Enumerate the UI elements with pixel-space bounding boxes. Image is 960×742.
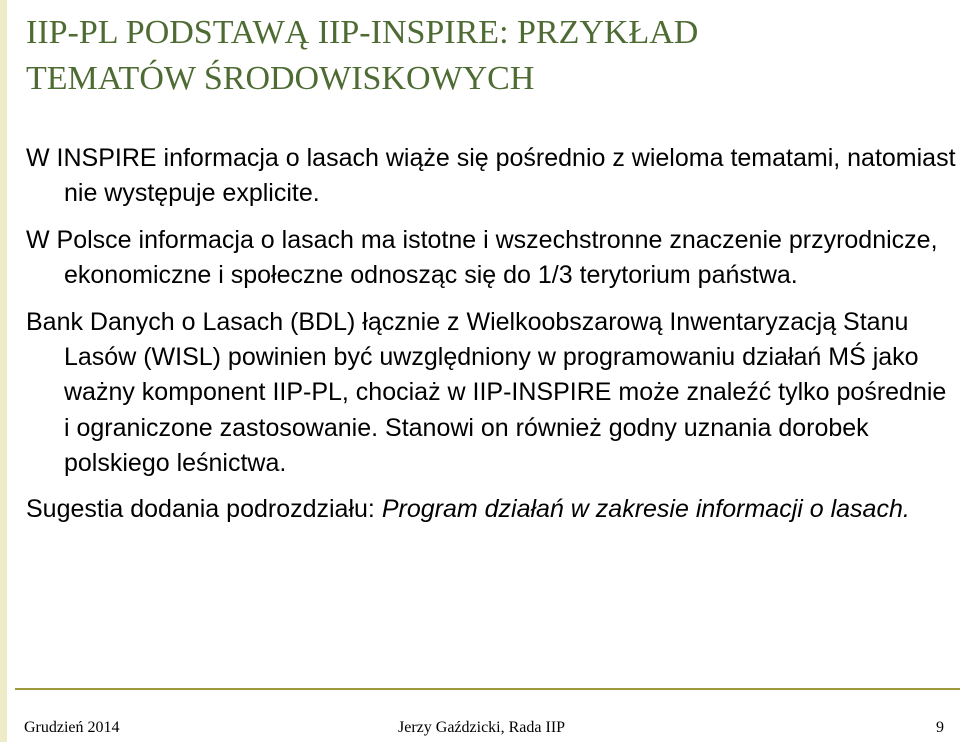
footer-date: Grudzień 2014 <box>24 719 120 736</box>
paragraph-inspire-forests: W INSPIRE informacja o lasach wiąże się pośrednio z wieloma tematami, natomiast nie występuje explicite. <box>26 144 956 208</box>
slide-title-line-2: TEMATÓW ŚRODOWISKOWYCH <box>26 60 535 97</box>
footer-author: Jerzy Gaździcki, Rada IIP <box>398 719 566 736</box>
slide-content <box>26 141 956 527</box>
accent-bar <box>0 0 7 742</box>
paragraph-forest-data-bank: Bank Danych o Lasach (BDL) łącznie z Wielkoobszarową Inwentaryzacją Stanu Lasów (WISL) powinien być uwzględniony w programowaniu działań MŚ jako ważny komponent IIP-PL, chociaż w IIP-INSPIRE może znaleźć tylko pośrednie i ograniczone zastosowanie. Stanowi on również godny uznania dorobek polskiego leśnictwa. <box>26 307 947 478</box>
paragraph-forest-importance: W Polsce informacja o lasach ma istotne i wszechstronne znaczenie przyrodnicze, ekonomiczne i społeczne odnosząc się do 1/3 terytorium państwa. <box>26 225 938 290</box>
page-number: 9 <box>936 719 944 736</box>
slide-title <box>26 10 946 102</box>
paragraph-suggestion <box>26 492 956 527</box>
suggestion-lead: Sugestia dodania podrozdziału: <box>26 494 382 523</box>
suggestion-program-title: Program działań w zakresie informacji o lasach. <box>381 494 910 523</box>
footer-divider <box>15 688 960 690</box>
slide-title-line-1: IIP-PL PODSTAWĄ IIP-INSPIRE: PRZYKŁAD <box>26 14 699 51</box>
